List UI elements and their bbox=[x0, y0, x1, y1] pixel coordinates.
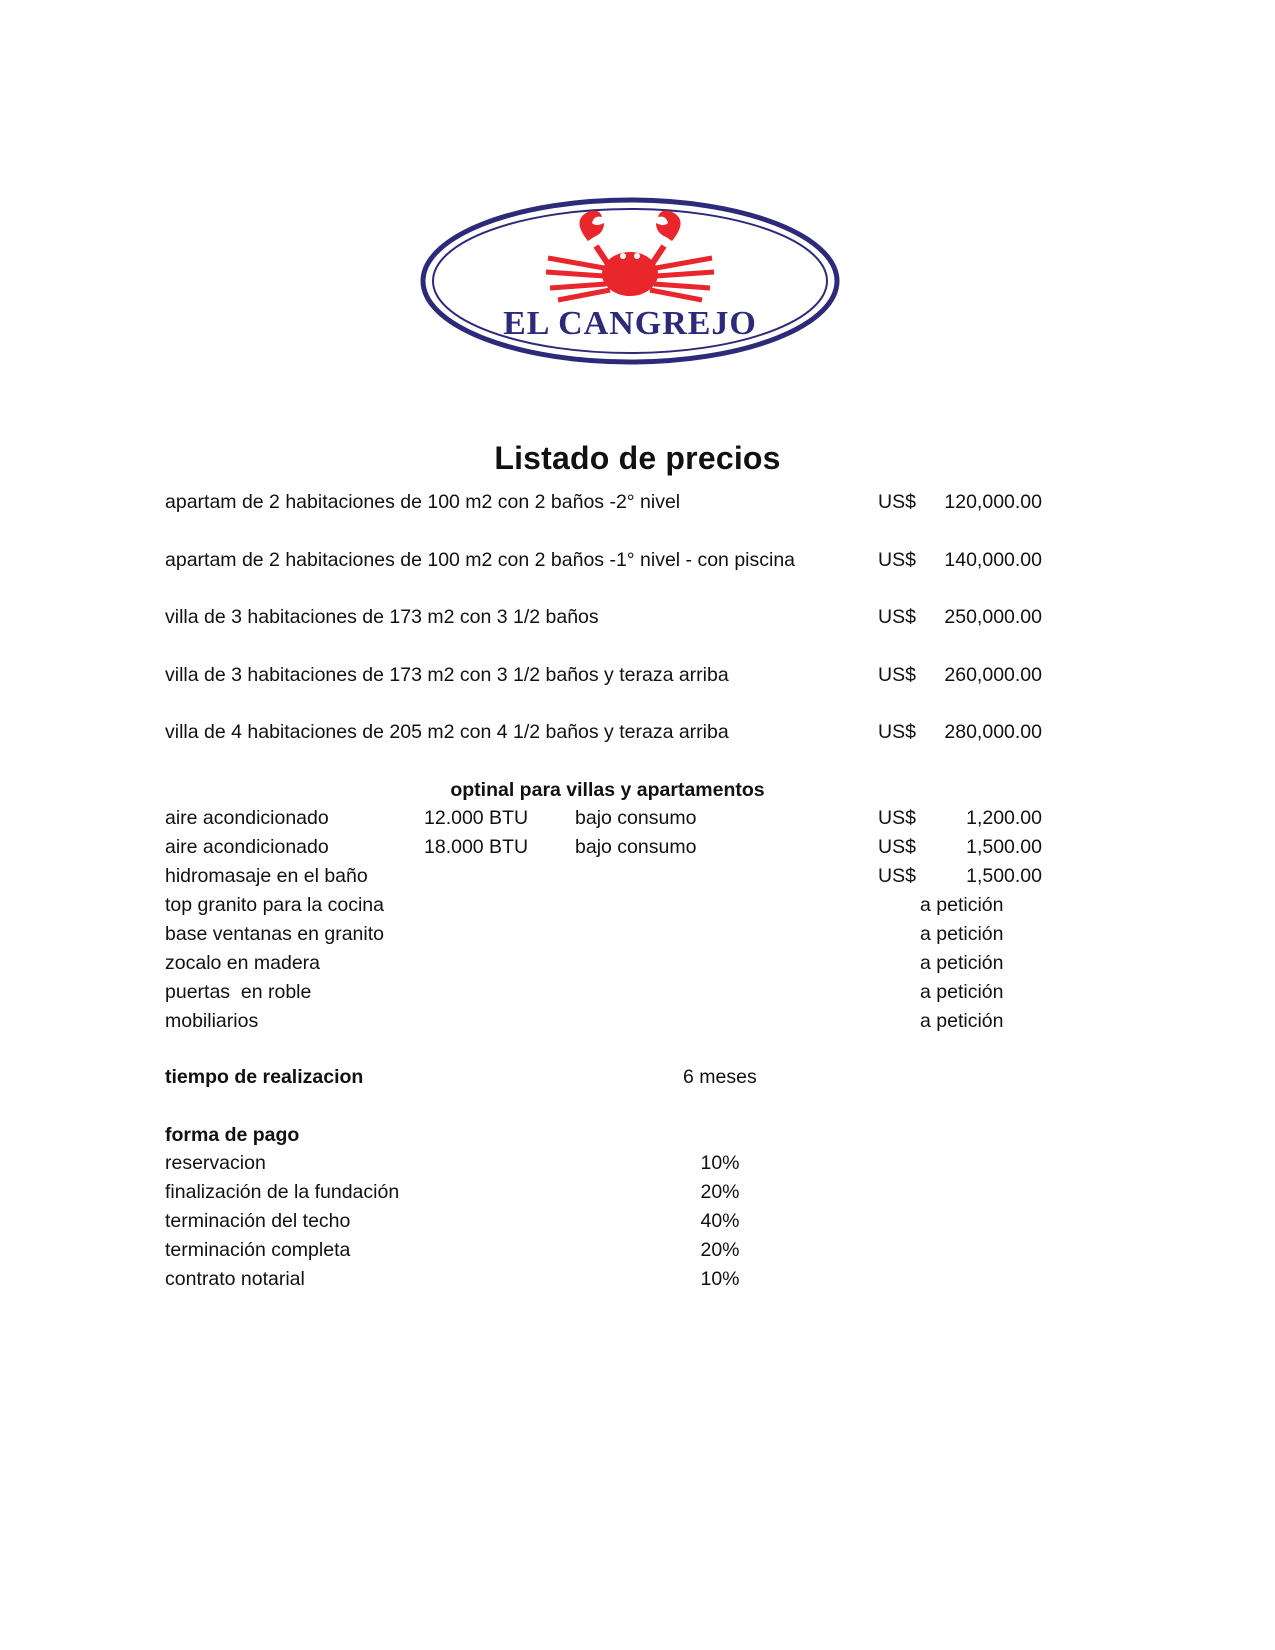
price-currency: US$ bbox=[878, 606, 916, 628]
payment-percent: 40% bbox=[700, 1210, 740, 1232]
price-currency: US$ bbox=[878, 549, 916, 571]
logo-wordmark: EL CANGREJO bbox=[503, 305, 757, 342]
payment-percent: 20% bbox=[700, 1239, 740, 1261]
option-on-request: a petición bbox=[920, 894, 1004, 916]
option-note: bajo consumo bbox=[575, 807, 697, 829]
option-on-request: a petición bbox=[920, 952, 1004, 974]
payment-percent: 10% bbox=[700, 1152, 740, 1174]
option-spec: 12.000 BTU bbox=[424, 807, 529, 829]
price-currency: US$ bbox=[878, 491, 916, 513]
price-amount: 250,000.00 bbox=[944, 606, 1042, 628]
price-amount: 260,000.00 bbox=[944, 664, 1042, 686]
option-on-request: a petición bbox=[920, 923, 1004, 945]
option-amount: 1,200.00 bbox=[966, 807, 1042, 829]
option-currency: US$ bbox=[878, 865, 916, 887]
price-description: villa de 3 habitaciones de 173 m2 con 3 1/2 baños bbox=[165, 606, 599, 628]
option-name: puertas en roble bbox=[165, 981, 312, 1003]
option-name: aire acondicionado bbox=[165, 836, 329, 858]
timeline-value: 6 meses bbox=[683, 1066, 757, 1088]
price-currency: US$ bbox=[878, 664, 916, 686]
payment-stage: terminación completa bbox=[165, 1239, 351, 1261]
option-name: base ventanas en granito bbox=[165, 923, 384, 945]
option-name: aire acondicionado bbox=[165, 807, 329, 829]
option-on-request: a petición bbox=[920, 981, 1004, 1003]
price-amount: 280,000.00 bbox=[944, 721, 1042, 743]
option-note: bajo consumo bbox=[575, 836, 697, 858]
price-description: apartam de 2 habitaciones de 100 m2 con 2 baños -1° nivel - con piscina bbox=[165, 549, 796, 571]
payment-stage: reservacion bbox=[165, 1152, 266, 1174]
option-spec: 18.000 BTU bbox=[424, 836, 529, 858]
price-currency: US$ bbox=[878, 721, 916, 743]
option-amount: 1,500.00 bbox=[966, 836, 1042, 858]
options-heading: optinal para villas y apartamentos bbox=[450, 779, 765, 801]
payment-percent: 10% bbox=[700, 1268, 740, 1290]
price-amount: 140,000.00 bbox=[944, 549, 1042, 571]
option-on-request: a petición bbox=[920, 1010, 1004, 1032]
payment-stage: contrato notarial bbox=[165, 1268, 305, 1290]
price-description: villa de 3 habitaciones de 173 m2 con 3 1/2 baños y teraza arriba bbox=[165, 664, 729, 686]
option-currency: US$ bbox=[878, 807, 916, 829]
option-amount: 1,500.00 bbox=[966, 865, 1042, 887]
option-name: zocalo en madera bbox=[165, 952, 321, 974]
payment-stage: terminación del techo bbox=[165, 1210, 351, 1232]
payment-heading: forma de pago bbox=[165, 1124, 300, 1146]
crab-icon bbox=[546, 211, 714, 300]
option-name: mobiliarios bbox=[165, 1010, 259, 1032]
price-description: villa de 4 habitaciones de 205 m2 con 4 1/2 baños y teraza arriba bbox=[165, 721, 729, 743]
timeline-label: tiempo de realizacion bbox=[165, 1066, 364, 1088]
option-currency: US$ bbox=[878, 836, 916, 858]
price-description: apartam de 2 habitaciones de 100 m2 con 2 baños -2° nivel bbox=[165, 491, 681, 513]
option-name: top granito para la cocina bbox=[165, 894, 384, 916]
option-name: hidromasaje en el baño bbox=[165, 865, 368, 887]
page-title: Listado de precios bbox=[494, 440, 781, 476]
payment-percent: 20% bbox=[700, 1181, 740, 1203]
payment-stage: finalización de la fundación bbox=[165, 1181, 400, 1203]
price-amount: 120,000.00 bbox=[944, 491, 1042, 513]
el-cangrejo-logo bbox=[418, 196, 843, 366]
